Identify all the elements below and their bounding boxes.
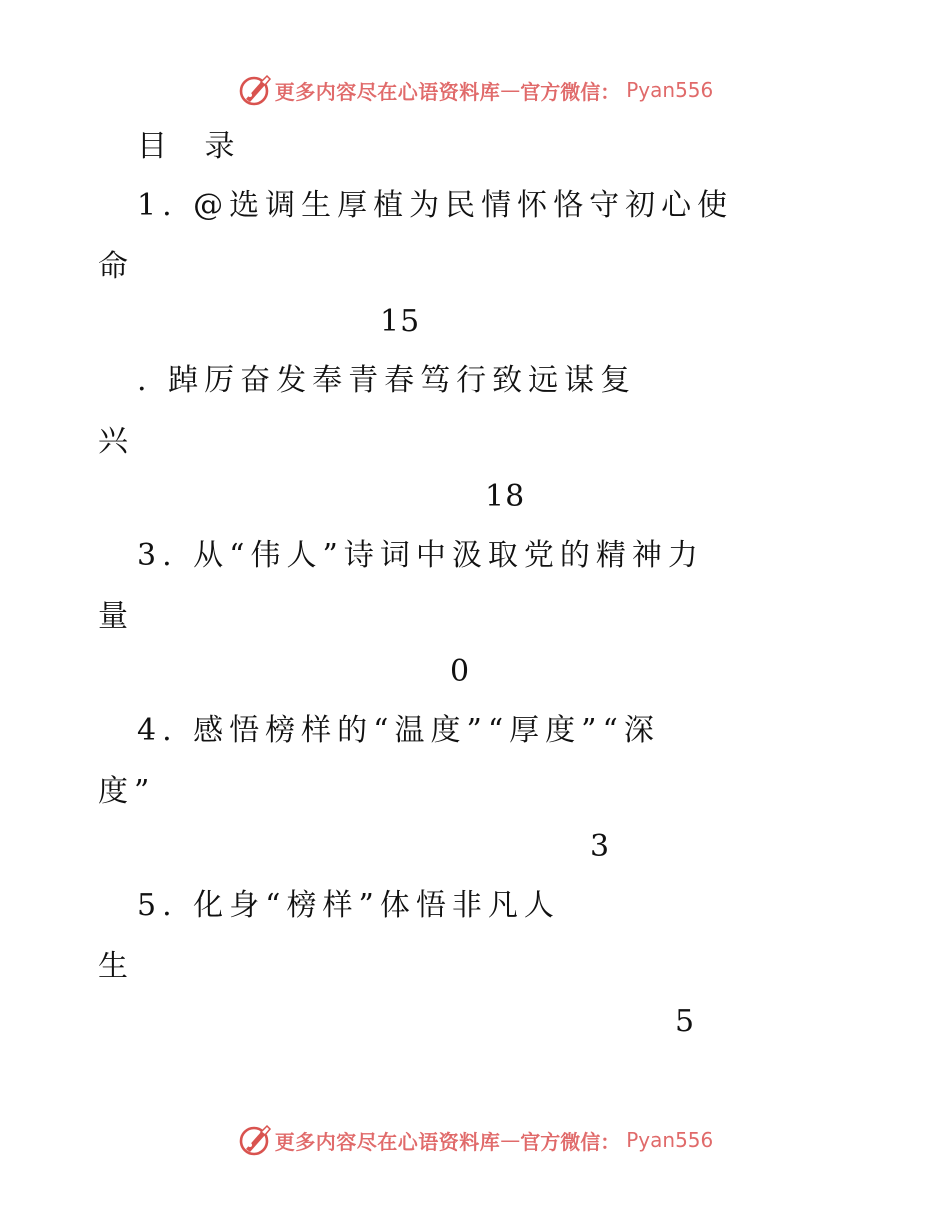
toc-entry-1-tail: 命 — [98, 249, 134, 284]
toc-entry-4-page-line — [98, 817, 610, 877]
toc-entry-2-title: . 踔厉奋发奉青春笃行致远谋复 — [137, 363, 637, 398]
watermark-dash: — — [500, 78, 521, 102]
watermark-wechat-label: 官方微信： — [520, 79, 621, 104]
dot-leader — [98, 642, 448, 702]
dot-leader — [138, 237, 843, 297]
toc-entry-1-tail-line — [98, 237, 843, 297]
watermark-wechat-id: Pyan556 — [626, 1128, 714, 1152]
dot-leader — [98, 467, 483, 527]
toc-entry-4-page: 3 — [590, 829, 611, 864]
toc-entry-2-page-line — [98, 467, 525, 527]
toc-entry-3-tail-line — [98, 587, 843, 647]
toc-entry-5-page: 5 — [675, 1004, 696, 1039]
toc-entry-5-tail-line — [98, 937, 843, 997]
toc-entry-4-tail: 度” — [98, 774, 156, 809]
dot-leader — [98, 992, 673, 1052]
toc-entry-5-page-line — [98, 992, 695, 1052]
toc-entry-5-tail: 生 — [98, 949, 134, 984]
dot-leader — [138, 587, 843, 647]
toc-heading: 目 录 — [137, 129, 249, 164]
toc-entry-3-page: 0 — [450, 654, 471, 689]
toc-entry-3-title: 3. 从“伟人”诗词中汲取党的精神力 — [137, 538, 704, 573]
toc-entry-1-title: 1. @选调生厚植为民情怀恪守初心使 — [137, 188, 734, 223]
toc-entry-4-title: 4. 感悟榜样的“温度”“厚度”“深 — [137, 713, 660, 748]
watermark-wechat-label: 官方微信： — [520, 1129, 621, 1154]
toc-entry-5-title: 5. 化身“榜样”体悟非凡人 — [137, 888, 560, 923]
watermark-text: 更多内容尽在心语资料库 — [274, 79, 501, 104]
watermark-dash: — — [500, 1128, 521, 1152]
toc-entry-2-tail-line — [98, 412, 843, 472]
watermark-banner-bottom — [0, 1120, 950, 1160]
dot-leader — [98, 817, 588, 877]
toc-entry-1-page-line — [98, 292, 420, 352]
toc-entry-4-tail-line — [98, 762, 843, 822]
toc-entry-2-page: 18 — [485, 479, 526, 514]
dot-leader — [138, 412, 843, 472]
dot-leader — [138, 937, 843, 997]
toc-entry-2-tail: 兴 — [98, 424, 134, 459]
watermark-banner-top — [0, 70, 950, 110]
watermark-text: 更多内容尽在心语资料库 — [274, 1129, 501, 1154]
watermark-wechat-id: Pyan556 — [626, 78, 714, 102]
toc-entry-1-page: 15 — [380, 304, 421, 339]
dot-leader — [159, 762, 843, 822]
toc-entry-3-page-line — [98, 642, 470, 702]
pen-logo-icon — [237, 1122, 273, 1158]
toc-entry-3-tail: 量 — [98, 599, 134, 634]
pen-logo-icon — [237, 72, 273, 108]
dot-leader — [98, 292, 378, 352]
